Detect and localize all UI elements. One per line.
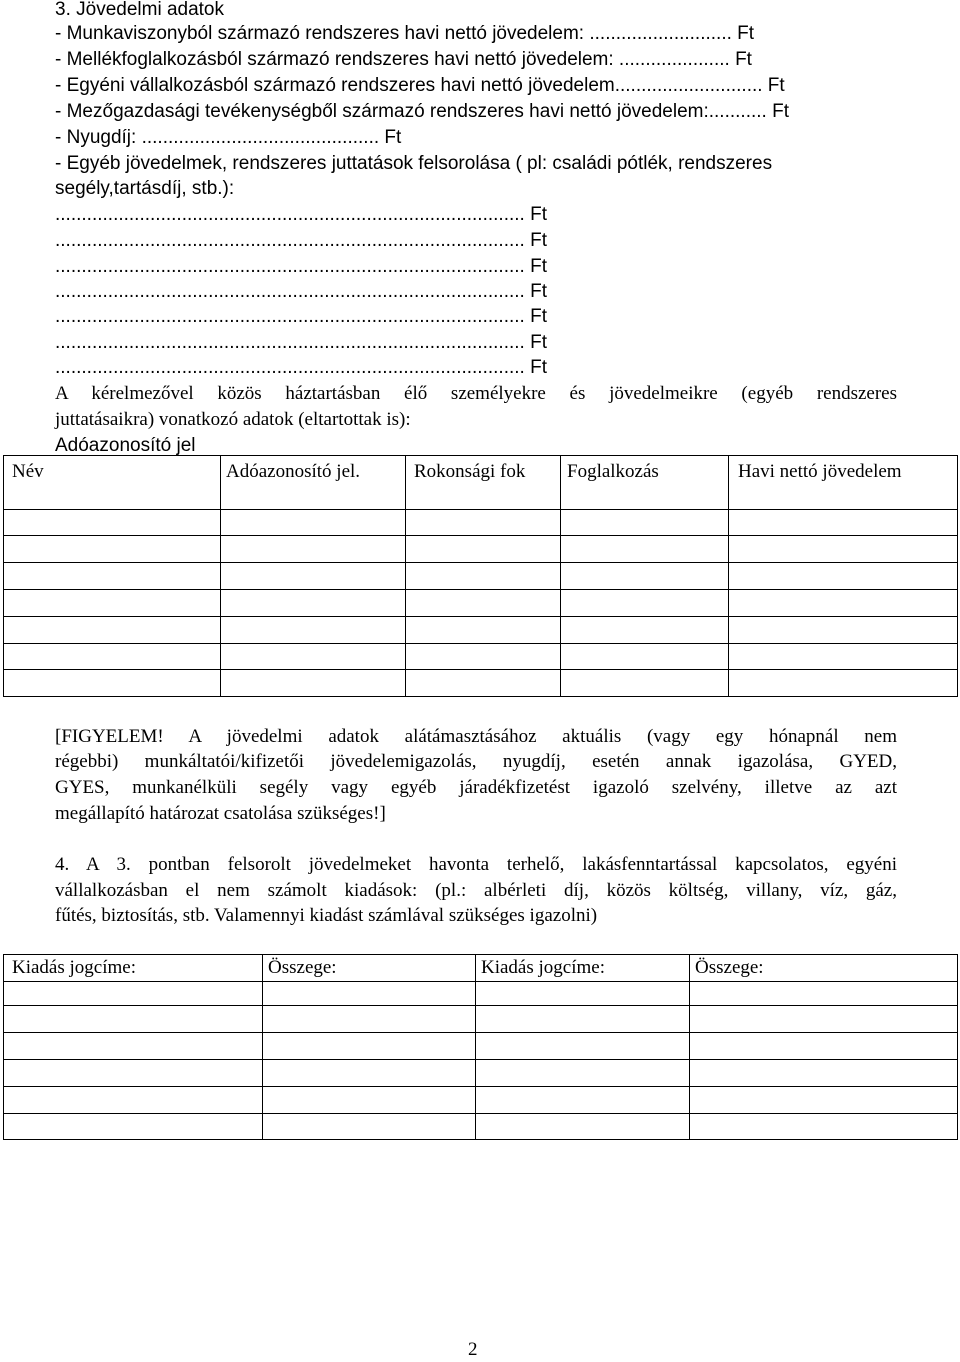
column-header-tax-id: Adóazonosító jel. [226, 461, 361, 482]
income-line-self-employment: - Egyéni vállalkozásból származó rendszeres havi nettó jövedelem............................ Ft [55, 75, 785, 96]
section4-line3: fűtés, biztosítás, stb. Valamennyi kiadást számlával szükséges igazolni) [55, 905, 598, 926]
column-header-occupation: Foglalkozás [567, 461, 659, 482]
column-header-net-income: Havi nettó jövedelem [738, 461, 902, 482]
income-line-employment: - Munkaviszonyból származó rendszeres havi nettó jövedelem: ........................... Ft [55, 23, 755, 44]
blank-income-line: ......................................................................................... Ft [55, 204, 547, 225]
notice-line4: megállapító határozat csatolása szükséges!] [55, 803, 386, 824]
notice-line3: GYES, munkanélküli segély vagy egyéb járadékfizetést igazoló szelvény, illetve az azt [55, 777, 897, 798]
tax-id-label: Adóazonosító jel [55, 435, 196, 456]
household-intro-line1: A kérelmezővel közös háztartásban élő személyekre és jövedelmeikre (egyéb rendszeres [55, 383, 897, 404]
income-line-other: - Egyéb jövedelmek, rendszeres juttatások felsorolása ( pl: családi pótlék, rendszeres [55, 153, 773, 174]
blank-income-line: ......................................................................................... Ft [55, 256, 547, 277]
blank-income-line: ......................................................................................... Ft [55, 357, 547, 378]
income-line-pension: - Nyugdíj: ............................................. Ft [55, 127, 402, 148]
section4-line2: vállalkozásban el nem számolt kiadások: (pl.: albérleti díj, közös költség, villany, víz, gáz, [55, 880, 897, 901]
column-header-amount: Összege: [268, 957, 337, 978]
section4-line1: 4. A 3. pontban felsorolt jövedelmeket havonta terhelő, lakásfenntartással kapcsolatos, egyéni [55, 854, 897, 875]
income-line-other-cont: segély,tartásdíj, stb.): [55, 178, 235, 199]
income-line-secondary-job: - Mellékfoglalkozásból származó rendszeres havi nettó jövedelem: ..................... Ft [55, 49, 752, 70]
section-heading: 3. Jövedelmi adatok [55, 0, 224, 20]
blank-income-line: ......................................................................................... Ft [55, 306, 547, 327]
page-number: 2 [468, 1339, 478, 1360]
column-header-relation: Rokonsági fok [414, 461, 526, 482]
column-header-name: Név [12, 461, 44, 482]
column-header-expense-title: Kiadás jogcíme: [12, 957, 136, 978]
column-header-expense-title-2: Kiadás jogcíme: [481, 957, 605, 978]
column-header-amount-2: Összege: [695, 957, 764, 978]
income-line-agriculture: - Mezőgazdasági tevékenységből származó rendszeres havi nettó jövedelem:........... Ft [55, 101, 789, 122]
blank-income-line: ......................................................................................... Ft [55, 230, 547, 251]
blank-income-line: ......................................................................................... Ft [55, 332, 547, 353]
blank-income-line: ......................................................................................... Ft [55, 281, 547, 302]
household-intro-line2: juttatásaikra) vonatkozó adatok (eltartottak is): [55, 409, 411, 430]
notice-line2: régebbi) munkáltatói/kifizetői jövedelemigazolás, nyugdíj, esetén annak igazolása, GYED, [55, 751, 897, 772]
notice-line1: [FIGYELEM! A jövedelmi adatok alátámasztásához aktuális (vagy egy hónapnál nem [55, 726, 897, 747]
